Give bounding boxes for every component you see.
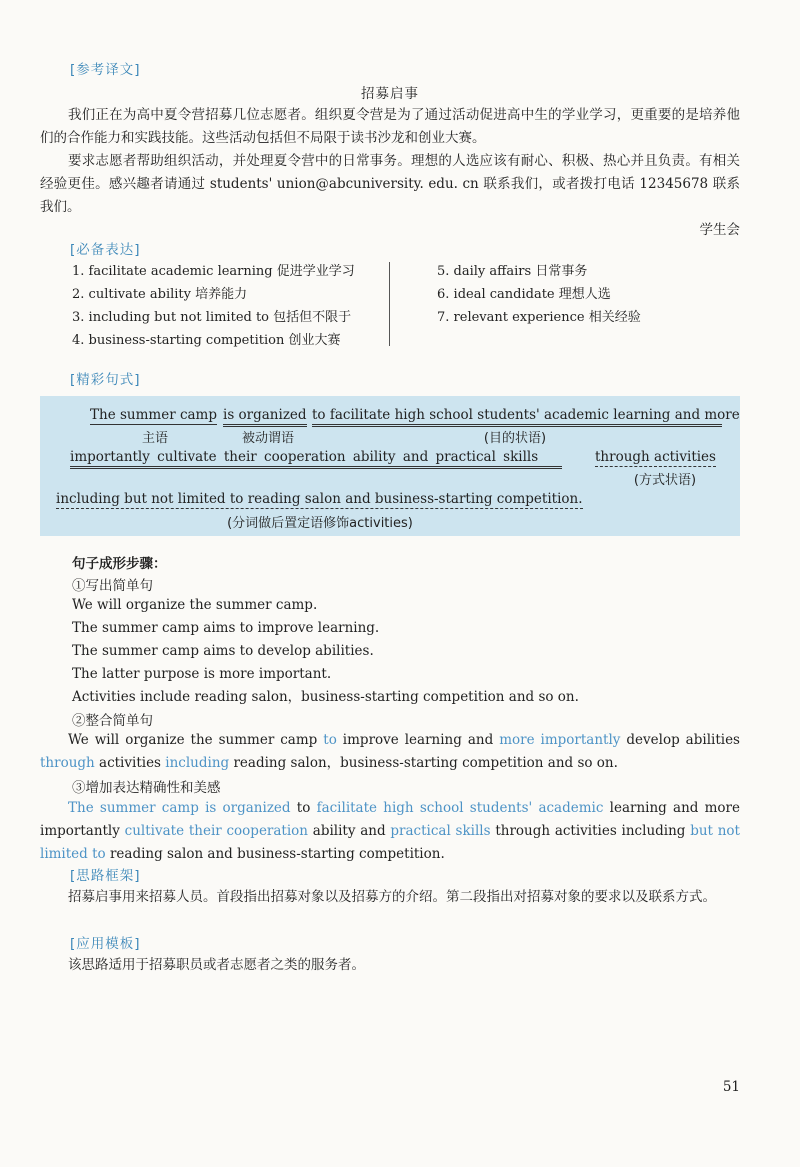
highlight-text: The summer camp is organized xyxy=(68,800,291,816)
ref-translation-label: [参考译文] xyxy=(70,62,141,78)
step-3-title: ③增加表达精确性和美感 xyxy=(72,780,221,796)
manner-adverbial-label: (方式状语) xyxy=(633,473,697,488)
template-text: 该思路适用于招募职员或者志愿者之类的服务者。 xyxy=(68,957,365,973)
highlight-text: but not limited to xyxy=(40,823,740,862)
participle-segment: including but not limited to reading salon and business-starting competition. xyxy=(56,491,583,507)
expression-item: 5. daily affairs 日常事务 xyxy=(437,264,588,279)
subject-label: 主语 xyxy=(141,431,168,446)
expressions-right-list xyxy=(437,260,737,329)
highlight-text: through xyxy=(40,755,95,771)
step-2-title: ②整合简单句 xyxy=(72,713,153,729)
merged-sentence: We will organize the summer camp to improve learning and more importantly develop abilities through activities including reading salon，business-starting competition and so on. xyxy=(40,732,740,771)
expression-item: 1. facilitate academic learning 促进学业学习 xyxy=(72,264,355,279)
expression-item: 4. business-starting competition 创业大赛 xyxy=(72,333,341,348)
translation-paragraph-2: 要求志愿者帮助组织活动，并处理夏令营中的日常事务。理想的人选应该有耐心、积极、热心并且负责。有相关经验更佳。感兴趣者请通过 students' union@abcuniversity. edu. cn 联系我们，或者拨打电话 12345678 联系我们。 xyxy=(40,153,740,215)
highlight-text: to xyxy=(323,732,337,748)
manner-segment: through activities xyxy=(595,449,716,465)
simple-sentence: Activities include reading salon，business-starting competition and so on. xyxy=(72,689,579,705)
simple-sentence: We will organize the summer camp. xyxy=(72,597,318,613)
highlight-text: cultivate their cooperation xyxy=(124,823,308,839)
simple-sentences xyxy=(72,594,740,709)
purpose-segment-line2: importantly cultivate their cooperation ability and practical skills xyxy=(70,449,562,469)
expression-item: 6. ideal candidate 理想人选 xyxy=(437,287,611,302)
page-number: 51 xyxy=(722,1079,740,1095)
framework-label: [思路框架] xyxy=(70,868,141,884)
expressions-left-list xyxy=(72,260,382,352)
column-divider xyxy=(389,262,390,346)
participle-attributive-label: (分词做后置定语修饰activities) xyxy=(227,516,413,531)
passive-predicate-label: 被动谓语 xyxy=(241,431,294,446)
expression-item: 2. cultivate ability 培养能力 xyxy=(72,287,248,302)
predicate-segment: is organized xyxy=(223,407,307,427)
expression-item: 3. including but not limited to 包括但不限于 xyxy=(72,310,352,325)
simple-sentence: The summer camp aims to improve learning. xyxy=(72,620,380,636)
simple-sentence: The summer camp aims to develop abilities. xyxy=(72,643,374,659)
step-1-title: ①写出简单句 xyxy=(72,578,153,594)
highlight-text: practical skills xyxy=(390,823,491,839)
sentence-label: [精彩句式] xyxy=(70,372,141,388)
subject-segment: The summer camp xyxy=(90,407,217,423)
final-sentence: The summer camp is organized to facilitate high school students' academic learning and more importantly cultivate their cooperation ability and practical skills through activities including but not limited to reading salon and business-starting competition. xyxy=(40,800,740,862)
translation-paragraph-1: 我们正在为高中夏令营招募几位志愿者。组织夏令营是为了通过活动促进高中生的学业学习，更重要的是培养他们的合作能力和实践技能。这些活动包括但不局限于读书沙龙和创业大赛。 xyxy=(40,107,740,146)
notice-title: 招募启事 xyxy=(361,86,419,102)
expressions-label: [必备表达] xyxy=(70,242,141,258)
sentence-analysis-box xyxy=(40,396,740,536)
purpose-segment-line1: to facilitate high school students' academic learning and more xyxy=(312,407,722,427)
simple-sentence: The latter purpose is more important. xyxy=(72,666,332,682)
template-label: [应用模板] xyxy=(70,936,141,952)
highlight-text: facilitate high school students' academic xyxy=(316,800,604,816)
framework-text: 招募启事用来招募人员。首段指出招募对象以及招募方的介绍。第二段指出对招募对象的要求以及联系方式。 xyxy=(68,889,716,905)
highlight-text: more importantly xyxy=(499,732,621,748)
highlight-text: including xyxy=(165,755,230,771)
signature: 学生会 xyxy=(699,222,740,238)
expression-item: 7. relevant experience 相关经验 xyxy=(437,310,641,325)
steps-heading: 句子成形步骤： xyxy=(72,556,167,572)
purpose-adverbial-label: (目的状语) xyxy=(483,431,547,446)
